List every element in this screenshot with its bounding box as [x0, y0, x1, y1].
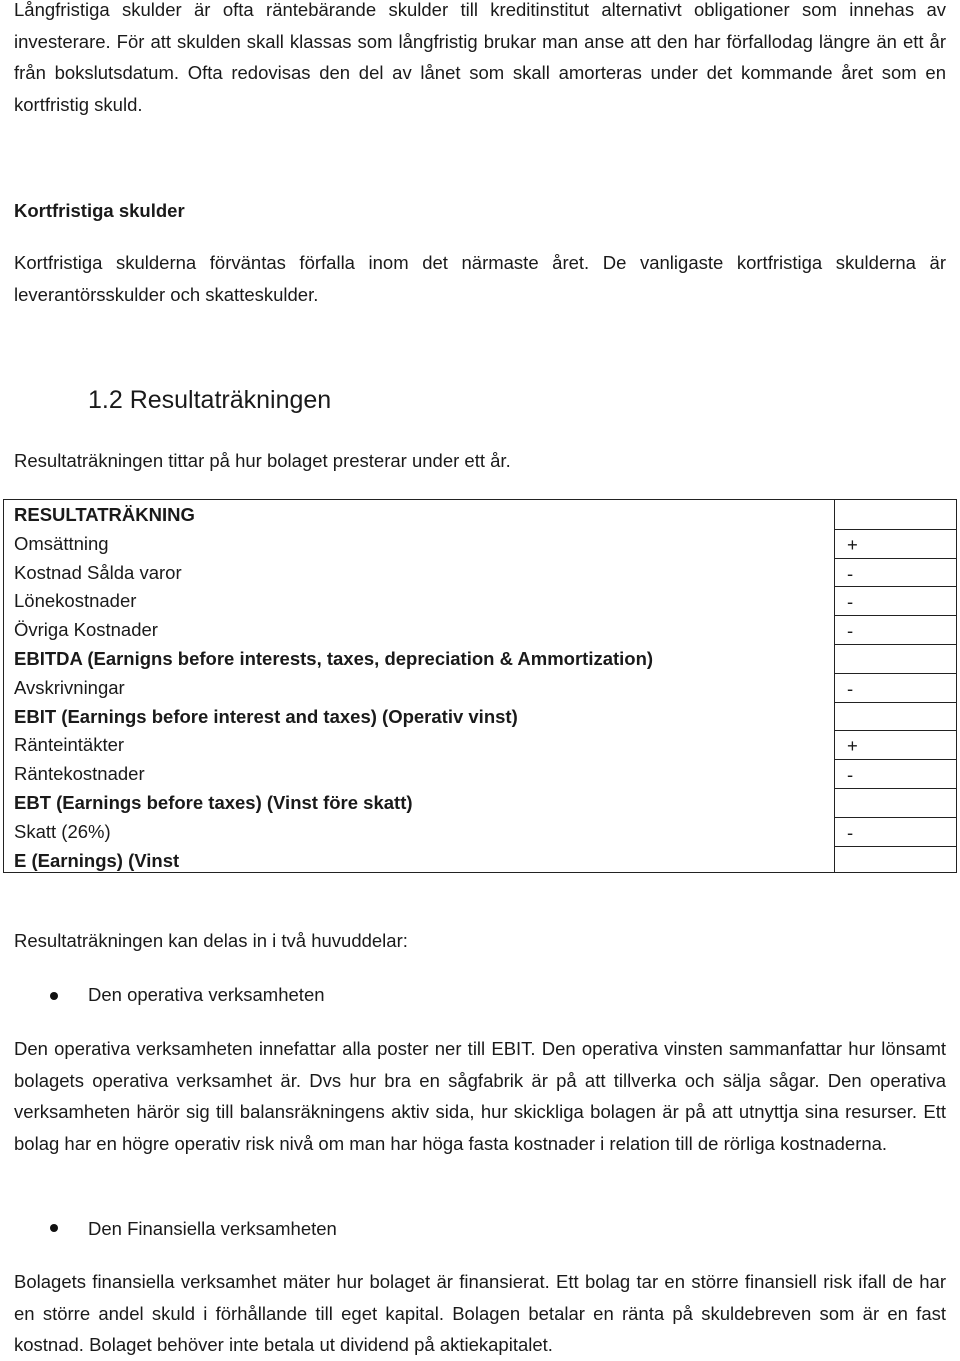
bullet-icon — [50, 1224, 58, 1232]
table-row — [4, 644, 956, 673]
row-label: Lönekostnader — [14, 590, 137, 612]
row-sign: - — [847, 821, 854, 843]
row-sign: - — [847, 562, 854, 584]
table-row — [4, 702, 956, 731]
row-sign: + — [847, 735, 858, 757]
row-label: Räntekostnader — [14, 763, 145, 785]
row-label: Ränteintäkter — [14, 734, 125, 756]
short-term-heading: Kortfristiga skulder — [14, 200, 185, 221]
row-label: Omsättning — [14, 532, 109, 554]
income-statement-table — [3, 499, 957, 873]
row-label: EBITDA (Earnigns before interests, taxes, depreciation & Ammortization) — [14, 648, 654, 669]
table-row — [4, 615, 956, 644]
table-header: RESULTATRÄKNING — [14, 504, 195, 525]
operating-paragraph: Den operativa verksamheten innefattar alla poster ner till EBIT. Den operativa vinsten sammanfattar hur lönsamt bolagets operativa verksamhet är. Dvs hur bra en sågfabrik är på att tillverka och sälja sågar. Den operativa verksamheten härör sig till balansräkningens aktiv sida, hur skickliga bolagen är på att utnyttja sina resurser. Ett bolag har en högre operativ risk nivå om man har höga fasta kostnader i relation till de rörliga kostnaderna. — [14, 1038, 946, 1154]
row-sign: - — [847, 591, 854, 613]
row-label: E (Earnings) (Vinst — [14, 849, 180, 871]
row-label: Kostnad Sålda varor — [14, 561, 182, 583]
financial-paragraph: Bolagets finansiella verksamhet mäter hur bolaget är finansierat. Ett bolag tar en större finansiell risk ifall de har en större andel skuld i förhållande till eget kapital. Bolagen betalar en ränta på skuldebreven som är en fast kostnad. Bolaget behöver inte betala ut dividend på aktiekapitalet. — [14, 1271, 946, 1355]
short-term-paragraph: Kortfristiga skulderna förväntas förfalla inom det närmaste året. De vanligaste kortfristiga skulderna är leverantörsskulder och skatteskulder. — [14, 252, 946, 305]
row-sign: - — [847, 620, 854, 642]
table-row — [4, 529, 956, 558]
section-lead: Resultaträkningen tittar på hur bolaget presterar under ett år. — [14, 450, 511, 471]
bullet-icon — [50, 992, 58, 1000]
financial-bullet: Den Finansiella verksamheten — [88, 1218, 337, 1239]
operating-bullet: Den operativa verksamheten — [88, 984, 325, 1005]
row-sign: - — [847, 764, 854, 786]
row-sign: + — [847, 533, 858, 555]
table-row — [4, 586, 956, 615]
row-label: Övriga Kostnader — [14, 619, 158, 641]
row-sign: - — [847, 677, 854, 699]
row-label: Skatt (26%) — [14, 820, 111, 842]
row-label: EBT (Earnings before taxes) (Vinst före skatt) — [14, 792, 413, 813]
row-label: Avskrivningar — [14, 676, 125, 698]
table-row — [4, 730, 956, 759]
intro-paragraph: Långfristiga skulder är ofta räntebärande skulder till kreditinstitut alternativt obligationer som innehas av investerare. För att skulden skall klassas som långfristig brukar man anse att den har förfallodag längre än ett år från bokslutsdatum. Ofta redovisas den del av lånet som skall amorteras under det kommande året som en kortfristig skuld. — [14, 0, 946, 115]
row-label: EBIT (Earnings before interest and taxes) (Operativ vinst) — [14, 705, 518, 727]
table-row — [4, 788, 956, 817]
split-intro: Resultaträkningen kan delas in i två huvuddelar: — [14, 930, 408, 951]
table-row — [4, 846, 956, 875]
table-cell-border — [834, 529, 956, 530]
table-row — [4, 558, 956, 587]
table-row — [4, 817, 956, 846]
table-header-row — [4, 500, 956, 529]
table-row — [4, 673, 956, 702]
table-row — [4, 759, 956, 788]
section-title: 1.2 Resultaträkningen — [88, 386, 332, 414]
